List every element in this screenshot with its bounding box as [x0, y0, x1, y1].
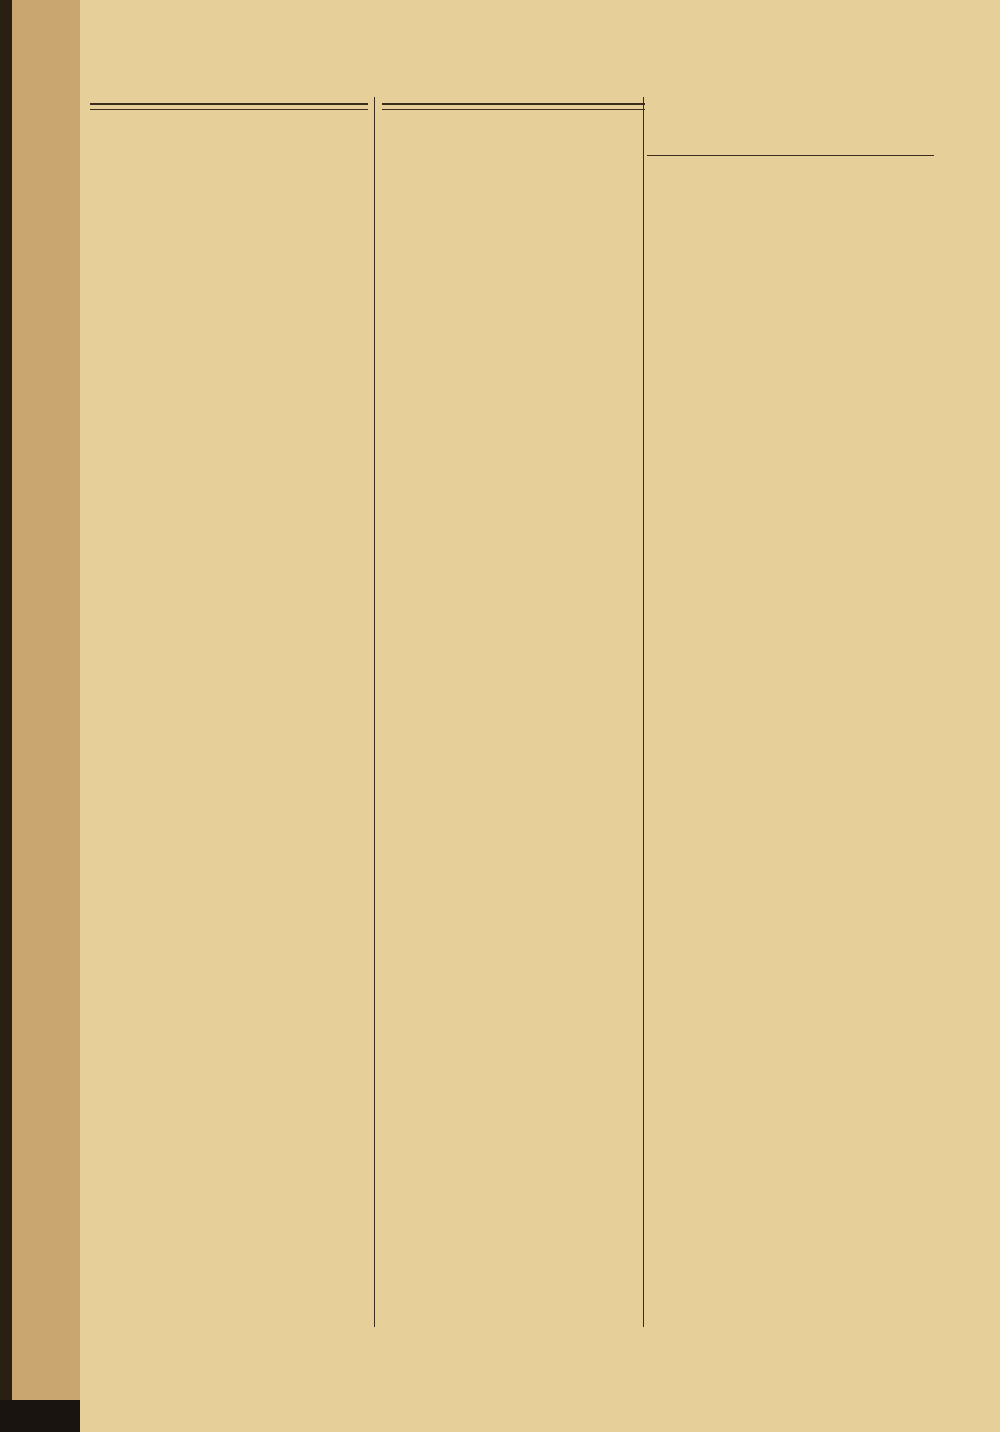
column-rule-1 [374, 97, 375, 1327]
column-rule-2 [643, 97, 644, 1327]
column-1 [90, 97, 368, 114]
newspaper-page [80, 0, 1000, 1432]
table-women-students-universities [647, 97, 934, 156]
left-page-edge [0, 0, 80, 1400]
binding-shadow [0, 0, 12, 1400]
table-study-subjects [647, 156, 934, 214]
column-3 [647, 97, 934, 214]
section-heading-universitaets [382, 103, 645, 110]
section-heading-vermischtes [90, 103, 368, 110]
column-2 [382, 97, 645, 114]
